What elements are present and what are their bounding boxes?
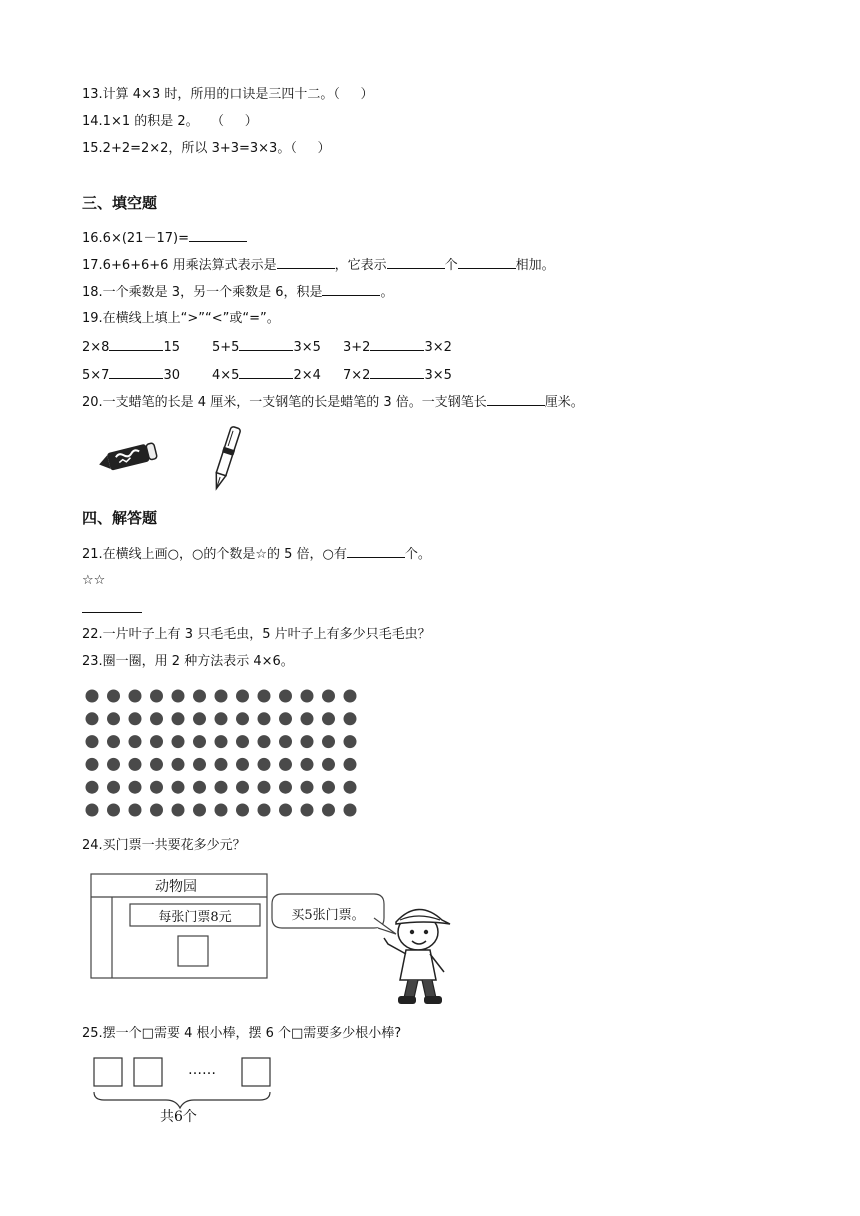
compare-item: 2×8 15: [82, 340, 180, 355]
dot[interactable]: [322, 735, 335, 748]
compare-item: 4×5 2×4: [212, 368, 321, 383]
drawing-line[interactable]: [82, 612, 142, 613]
answer-blank[interactable]: [347, 545, 405, 558]
dot[interactable]: [172, 781, 185, 794]
section-heading-fill-blank: 三、填空题: [82, 194, 158, 212]
answer-blank[interactable]: [487, 393, 545, 406]
dot[interactable]: [236, 735, 249, 748]
ellipsis: ……: [188, 1062, 216, 1078]
dot[interactable]: [150, 758, 163, 771]
dot[interactable]: [279, 758, 292, 771]
dot[interactable]: [86, 735, 99, 748]
ticket-price: 每张门票8元: [158, 910, 232, 925]
question-20: 20.一支蜡笔的长是 4 厘米，一支钢笔的长是蜡笔的 3 倍。一支钢笔长 厘米。: [82, 395, 584, 410]
dot[interactable]: [322, 781, 335, 794]
answer-blank[interactable]: [458, 256, 516, 269]
question-16: 16.6×(21－17)=: [82, 229, 247, 248]
dot[interactable]: [193, 690, 206, 703]
question-13: 13.计算 4×3 时，所用的口诀是三四十二。（ ）: [82, 87, 374, 102]
dot[interactable]: [279, 735, 292, 748]
dot[interactable]: [86, 758, 99, 771]
dot[interactable]: [344, 781, 357, 794]
brace-label: 共6个: [160, 1109, 197, 1125]
question-23: 23.圈一圈，用 2 种方法表示 4×6。: [82, 654, 294, 669]
dot[interactable]: [107, 758, 120, 771]
dot[interactable]: [258, 758, 271, 771]
answer-blank[interactable]: [109, 338, 163, 351]
stars: ☆☆: [82, 573, 106, 588]
compare-item: 5×7 30: [82, 368, 180, 383]
dot[interactable]: [322, 690, 335, 703]
speech-bubble-text: 买5张门票。: [291, 908, 365, 923]
dot-grid[interactable]: [84, 687, 374, 822]
dot[interactable]: [129, 781, 142, 794]
dot[interactable]: [301, 804, 314, 817]
dot[interactable]: [215, 690, 228, 703]
question-15: 15.2+2=2×2，所以 3+3=3×3。（ ）: [82, 141, 331, 156]
dot[interactable]: [150, 804, 163, 817]
dot[interactable]: [193, 712, 206, 725]
answer-blank[interactable]: [277, 256, 335, 269]
question-17: 17.6+6+6+6 用乘法算式表示是 ，它表示 个 相加。: [82, 258, 555, 273]
answer-blank[interactable]: [109, 366, 163, 379]
dot[interactable]: [129, 690, 142, 703]
dot[interactable]: [322, 758, 335, 771]
answer-blank[interactable]: [189, 229, 247, 242]
dot[interactable]: [236, 712, 249, 725]
dot[interactable]: [258, 804, 271, 817]
dot[interactable]: [172, 804, 185, 817]
question-19: 19.在横线上填上“>”“<”或“=”。: [82, 311, 280, 326]
answer-blank[interactable]: [322, 283, 380, 296]
dot[interactable]: [129, 735, 142, 748]
section-heading-solve: 四、解答题: [82, 509, 158, 527]
dot[interactable]: [301, 735, 314, 748]
dot[interactable]: [279, 781, 292, 794]
dot[interactable]: [86, 804, 99, 817]
dot[interactable]: [301, 758, 314, 771]
dot[interactable]: [86, 690, 99, 703]
dot[interactable]: [107, 690, 120, 703]
dot[interactable]: [236, 781, 249, 794]
dot[interactable]: [150, 690, 163, 703]
dot[interactable]: [215, 758, 228, 771]
dot[interactable]: [322, 804, 335, 817]
compare-item: 7×2 3×5: [343, 368, 452, 383]
dot[interactable]: [129, 712, 142, 725]
dot[interactable]: [344, 735, 357, 748]
dot[interactable]: [107, 712, 120, 725]
dot[interactable]: [129, 758, 142, 771]
dot[interactable]: [236, 758, 249, 771]
dot[interactable]: [215, 804, 228, 817]
zoo-title: 动物园: [155, 879, 197, 895]
dot[interactable]: [172, 758, 185, 771]
dot[interactable]: [344, 712, 357, 725]
dot[interactable]: [344, 690, 357, 703]
dot[interactable]: [172, 712, 185, 725]
dot[interactable]: [236, 690, 249, 703]
dot[interactable]: [150, 735, 163, 748]
dot[interactable]: [86, 781, 99, 794]
dot[interactable]: [322, 712, 335, 725]
question-21: 21.在横线上画○，○的个数是☆的 5 倍，○有 个。: [82, 547, 431, 562]
compare-item: 5+5 3×5: [212, 340, 321, 355]
crayon-illustration: [94, 436, 164, 476]
answer-blank[interactable]: [370, 338, 424, 351]
dot[interactable]: [301, 781, 314, 794]
question-18: 18.一个乘数是 3，另一个乘数是 6，积是 。: [82, 285, 394, 300]
question-24: 24.买门票一共要花多少元？: [82, 838, 246, 853]
dot[interactable]: [344, 758, 357, 771]
dot[interactable]: [301, 712, 314, 725]
dot[interactable]: [86, 712, 99, 725]
dot[interactable]: [258, 712, 271, 725]
dot[interactable]: [107, 781, 120, 794]
dot[interactable]: [193, 781, 206, 794]
dot[interactable]: [193, 735, 206, 748]
dot[interactable]: [215, 735, 228, 748]
dot[interactable]: [193, 758, 206, 771]
question-22: 22.一片叶子上有 3 只毛毛虫，5 片叶子上有多少只毛毛虫？: [82, 627, 431, 642]
dot[interactable]: [279, 712, 292, 725]
dot[interactable]: [107, 804, 120, 817]
dot[interactable]: [258, 690, 271, 703]
dot[interactable]: [279, 804, 292, 817]
dot[interactable]: [107, 735, 120, 748]
answer-blank[interactable]: [370, 366, 424, 379]
dot[interactable]: [150, 781, 163, 794]
dot[interactable]: [258, 781, 271, 794]
answer-blank[interactable]: [387, 256, 445, 269]
dot[interactable]: [344, 804, 357, 817]
dot[interactable]: [301, 690, 314, 703]
fountain-pen-illustration: [206, 424, 246, 494]
compare-item: 3+2 3×2: [343, 340, 452, 355]
question-25: 25.摆一个□需要 4 根小棒，摆 6 个□需要多少根小棒?: [82, 1026, 402, 1041]
dot[interactable]: [129, 804, 142, 817]
dot[interactable]: [150, 712, 163, 725]
answer-blank[interactable]: [239, 366, 293, 379]
dot[interactable]: [215, 781, 228, 794]
answer-blank[interactable]: [239, 338, 293, 351]
dot[interactable]: [236, 804, 249, 817]
dot[interactable]: [172, 690, 185, 703]
dot[interactable]: [279, 690, 292, 703]
dot[interactable]: [193, 804, 206, 817]
dot[interactable]: [258, 735, 271, 748]
dot[interactable]: [215, 712, 228, 725]
dot[interactable]: [172, 735, 185, 748]
question-14: 14.1×1 的积是 2。 （ ）: [82, 114, 258, 129]
